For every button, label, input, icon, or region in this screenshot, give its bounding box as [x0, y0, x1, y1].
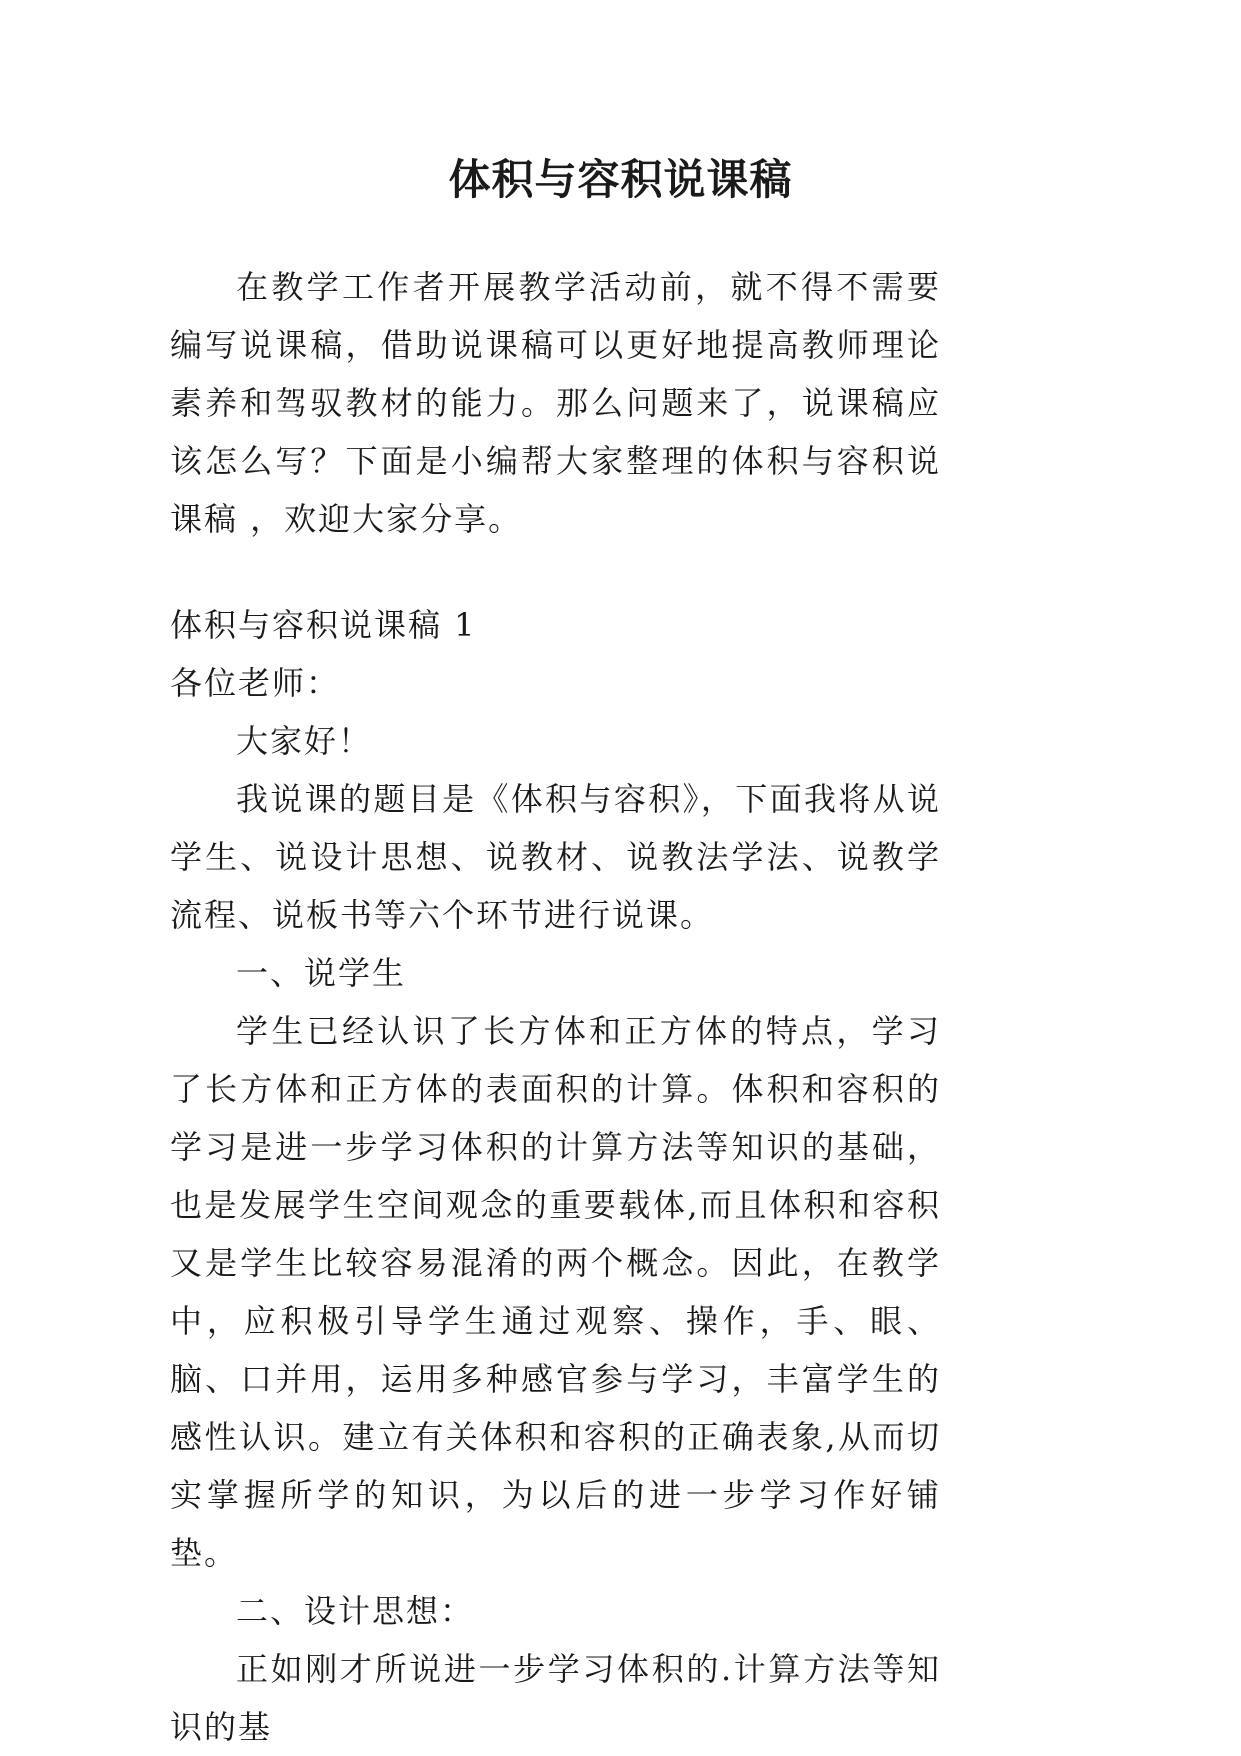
students-paragraph: 学生已经认识了长方体和正方体的特点，学习了长方体和正方体的表面积的计算。体积和容积的学习是进一步学习体积的计算方法等知识的基础，也是发展学生空间观念的重要载体,而且体积和容积又是学生比较容易混淆的两个概念。因此，在教学中，应积极引导学生通过观察、操作，手、眼、脑、口并用，运用多种感官参与学习，丰富学生的感性认识。建立有关体积和容积的正确表象,从而切实掌握所学的知识，为以后的进一步学习作好铺垫。	[170, 1012, 941, 1572]
subheading-students: 一、说学生	[236, 954, 407, 992]
salutation: 各位老师：	[170, 664, 341, 702]
design-paragraph: 正如刚才所说进一步学习体积的.计算方法等知识的基	[170, 1650, 941, 1746]
subheading-design: 二、设计思想：	[236, 1592, 475, 1630]
intro-paragraph: 在教学工作者开展教学活动前，就不得不需要编写说课稿，借助说课稿可以更好地提高教师理论素养和驾驭教材的能力。那么问题来了，说课稿应该怎么写？下面是小编帮大家整理的体积与容积说课稿 ，欢迎大家分享。	[170, 268, 941, 538]
document-title: 体积与容积说课稿	[448, 155, 793, 204]
document-body	[170, 258, 941, 1756]
overview-paragraph: 我说课的题目是《体积与容积》，下面我将从说学生、说设计思想、说教材、说教法学法、说教学流程、说板书等六个环节进行说课。	[170, 780, 941, 934]
greeting: 大家好！	[236, 722, 373, 760]
section-heading: 体积与容积说课稿 1	[170, 606, 477, 644]
